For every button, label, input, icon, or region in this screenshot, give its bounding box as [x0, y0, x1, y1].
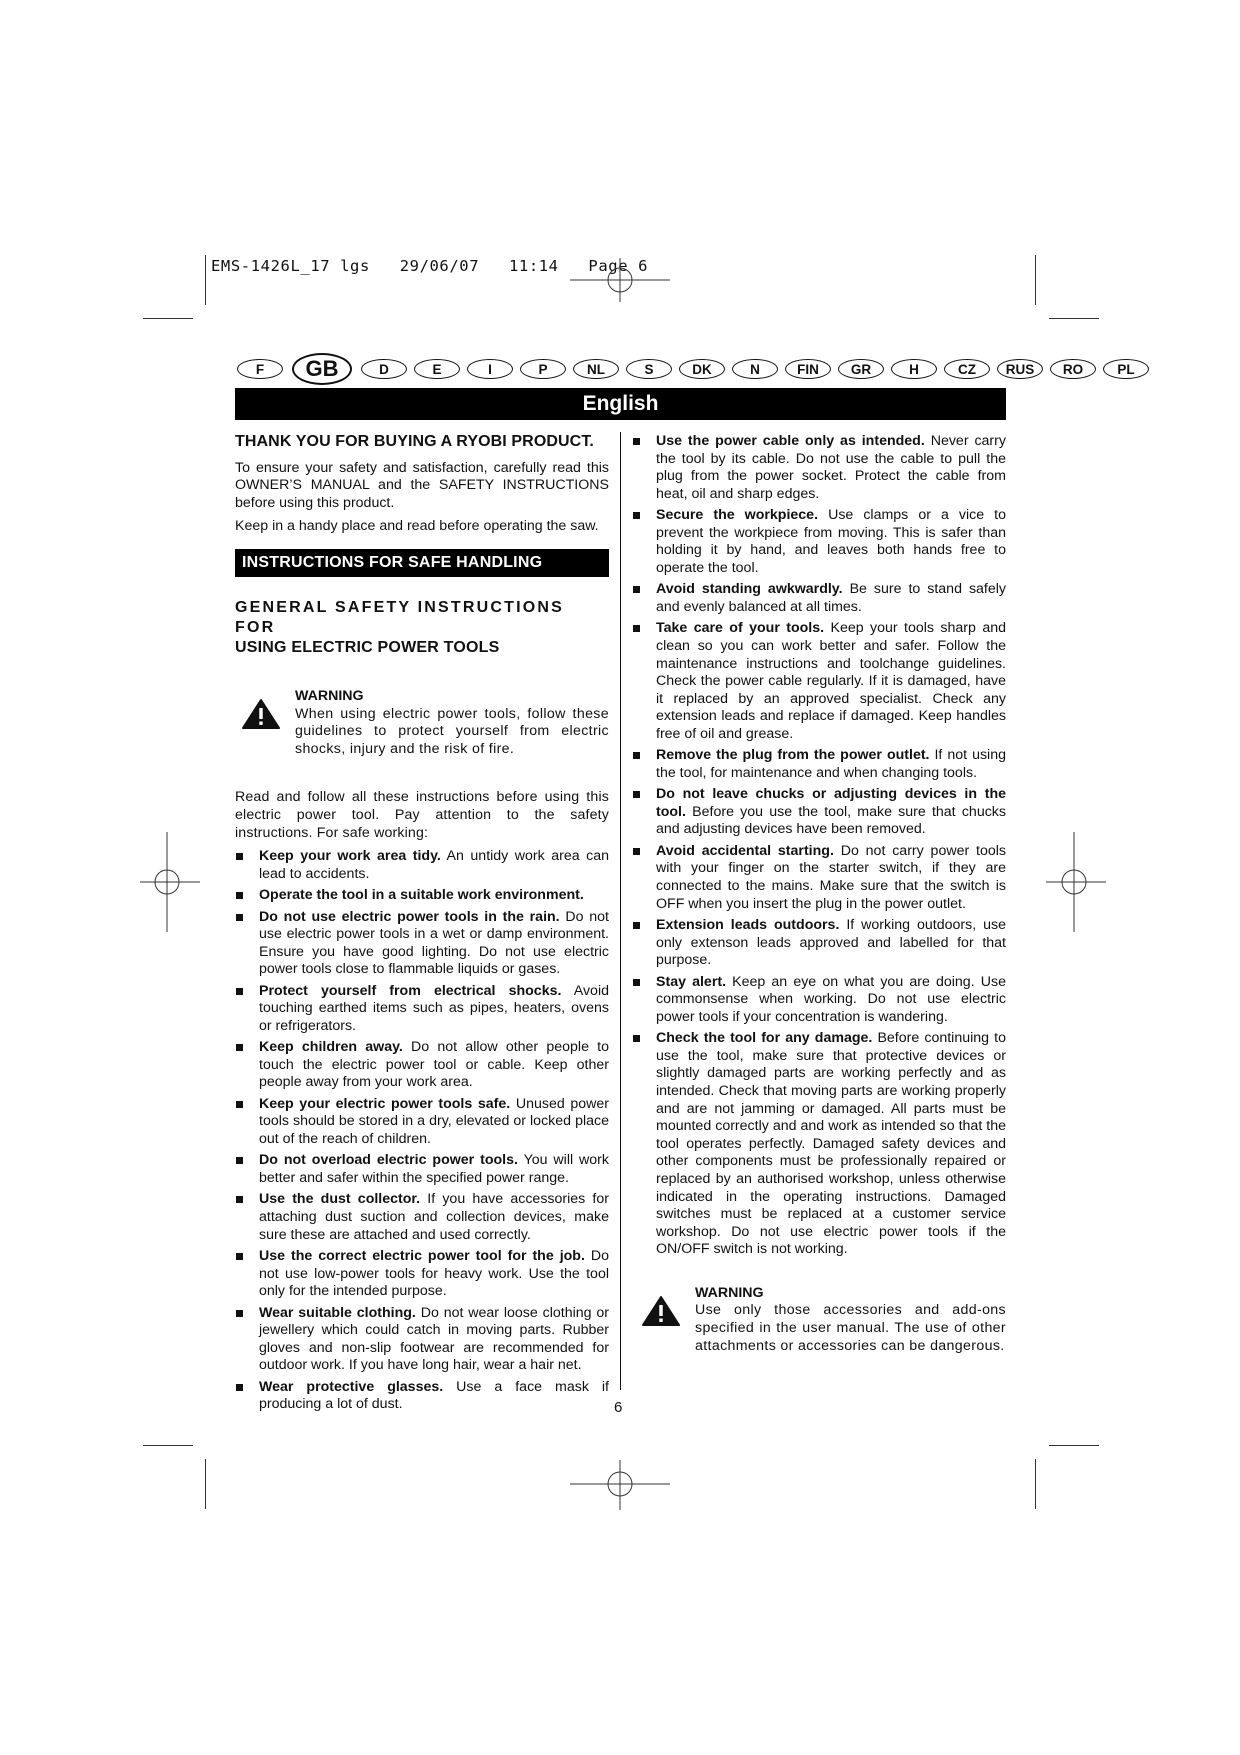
language-badge-gr: GR	[838, 359, 884, 379]
square-bullet-icon	[633, 625, 640, 632]
language-badge-p: P	[520, 359, 566, 379]
list-item-text: Use a face mask if producing a lot of dust.	[259, 1378, 609, 1413]
list-item-text: Do not use low-power tools for heavy work. Use the tool only for the intended purpose.	[259, 1247, 610, 1300]
list-item	[632, 917, 1006, 970]
list-item-title: Wear suitable clothing.	[259, 1304, 416, 1321]
warning-text: When using electric power tools, follow these guidelines to protect yourself from electric shocks, injury and the risk of fire.	[295, 705, 609, 757]
language-badge-rus: RUS	[997, 359, 1043, 379]
list-item	[235, 983, 609, 1036]
square-bullet-icon	[633, 512, 640, 519]
warning-block	[632, 1285, 1006, 1355]
square-bullet-icon	[633, 438, 640, 445]
square-bullet-icon	[236, 1157, 243, 1164]
square-bullet-icon	[236, 1253, 243, 1260]
left-column	[235, 433, 609, 1418]
list-item-title: Protect yourself from electrical shocks.	[259, 982, 562, 999]
language-badge-dk: DK	[679, 359, 725, 379]
square-bullet-icon	[236, 1310, 243, 1317]
registration-mark-icon	[570, 1460, 670, 1510]
crop-mark	[1035, 255, 1036, 305]
list-item	[235, 1379, 609, 1414]
crop-mark	[1049, 318, 1099, 319]
list-item-text: You will work better and safer within the specified power range.	[259, 1152, 609, 1186]
list-item	[632, 786, 1006, 839]
square-bullet-icon	[236, 853, 243, 860]
list-item	[235, 887, 609, 905]
registration-mark-icon	[1046, 832, 1106, 932]
banner-title: English	[582, 392, 659, 415]
language-badge-h: H	[891, 359, 937, 379]
language-badge-i: I	[467, 359, 513, 379]
crop-mark	[143, 318, 193, 319]
list-item-title: Keep your electric power tools safe.	[259, 1095, 511, 1112]
registration-mark-icon	[140, 832, 200, 932]
crop-mark	[1049, 1445, 1099, 1446]
square-bullet-icon	[236, 1384, 243, 1391]
list-item-title: Do not overload electric power tools.	[259, 1152, 518, 1169]
list-item-text: Never carry the tool by its cable. Do not use the cable to pull the plug from the power socket. Protect the cable from heat, oil and sharp edges.	[656, 433, 1006, 502]
list-item-text: Do not allow other people to touch the electric power tool or cable. Keep other people away from your work area.	[259, 1039, 609, 1091]
list-item-text: Keep your tools sharp and clean so you can work better and safer. Follow the maintenance instructions and toolchange guidelines. Check the power cable regularly. If it is damaged, have it replaced by an approved specialist. Check any extension leads and replace if damaged. Keep handles free of oil and grease.	[656, 620, 1006, 742]
list-item-text: Unused power tools should be stored in a dry, elevated or locked place out of the reach of children.	[259, 1095, 609, 1148]
list-item-text: Use clamps or a vice to prevent the workpiece from moving. This is safer than holding it by hand, and leaves both hands free to operate the tool.	[656, 507, 1007, 576]
warning-body	[695, 1285, 1006, 1355]
list-item-title: Wear protective glasses.	[259, 1378, 444, 1395]
crop-mark	[205, 1459, 206, 1509]
square-bullet-icon	[236, 914, 243, 921]
list-item-title: Keep your work area tidy.	[259, 848, 441, 865]
warning-body	[295, 688, 609, 758]
read-follow-paragraph: Read and follow all these instructions before using this electric power tool. Pay attention to the safety instructions. For safe working:	[235, 789, 609, 841]
list-item	[632, 974, 1006, 1027]
list-item-text: Do not use electric power tools in a wet or damp environment. Ensure you have good lighting. Do not use electric power tools close to flammable liquids or gases.	[259, 908, 609, 978]
list-item	[632, 507, 1006, 577]
list-item-text: An untidy work area can lead to accidents.	[259, 848, 609, 882]
warning-title: WARNING	[295, 687, 364, 704]
list-item-title: Use the power cable only as intended.	[656, 433, 925, 449]
square-bullet-icon	[633, 848, 640, 855]
list-item	[235, 1039, 609, 1092]
list-item-title: Avoid standing awkwardly.	[656, 581, 843, 598]
list-item-title: Do not use electric power tools in the rain.	[259, 908, 560, 925]
list-item	[235, 1305, 609, 1375]
right-column	[632, 433, 1006, 1386]
language-banner	[235, 388, 1006, 420]
thank-you-heading: THANK YOU FOR BUYING A RYOBI PRODUCT.	[235, 433, 594, 450]
square-bullet-icon	[633, 922, 640, 929]
crop-mark	[1035, 1459, 1036, 1509]
printer-slug: EMS-1426L_17 lgs 29/06/07 11:14 Page 6	[211, 257, 648, 275]
intro-paragraph-2: Keep in a handy place and read before operating the saw.	[235, 518, 599, 535]
language-badge-d: D	[361, 359, 407, 379]
general-safety-heading-line-2: USING ELECTRIC POWER TOOLS	[235, 638, 500, 656]
general-safety-heading-line-1: GENERAL SAFETY INSTRUCTIONS FOR	[235, 598, 565, 636]
list-item-title: Take care of your tools.	[656, 620, 825, 637]
list-item-title: Extension leads outdoors.	[656, 917, 840, 934]
list-item-title: Remove the plug from the power outlet.	[656, 747, 930, 764]
list-item	[235, 909, 609, 979]
language-badge-ro: RO	[1050, 359, 1096, 379]
list-item-title: Stay alert.	[656, 973, 727, 990]
section-title-bar	[235, 549, 609, 577]
column-divider	[620, 432, 621, 1390]
list-item	[235, 1248, 609, 1301]
list-item	[632, 843, 1006, 913]
language-badge-s: S	[626, 359, 672, 379]
list-item	[235, 1191, 609, 1244]
safety-list-left	[235, 848, 609, 1414]
list-item	[632, 747, 1006, 782]
language-badge-gb: GB	[292, 353, 352, 385]
crop-mark	[143, 1445, 193, 1446]
language-badge-pl: PL	[1103, 359, 1149, 379]
list-item-text: If you have accessories for attaching dust suction and collection devices, make sure these are attached and used correctly.	[259, 1191, 609, 1243]
warning-block	[235, 688, 609, 758]
list-item-title: Check the tool for any damage.	[656, 1030, 873, 1047]
crop-mark	[205, 255, 206, 305]
registration-mark-icon	[570, 258, 670, 318]
language-badge-e: E	[414, 359, 460, 379]
list-item-title: Use the correct electric power tool for the job.	[259, 1247, 585, 1264]
square-bullet-icon	[236, 1044, 243, 1051]
list-item-title: Do not leave chucks or adjusting devices in the tool.	[656, 786, 1006, 820]
list-item-text: Before you use the tool, make sure that chucks and adjusting devices have been removed.	[656, 803, 1006, 838]
page-number: 6	[614, 1399, 623, 1416]
list-item-text: Keep an eye on what you are doing. Use commonsense when working. Do not use electric power tools if your concentration is wandering.	[656, 973, 1006, 1025]
list-item-title: Avoid accidental starting.	[656, 842, 834, 859]
square-bullet-icon	[633, 979, 640, 986]
warning-triangle-icon	[241, 688, 281, 758]
list-item-title: Use the dust collector.	[259, 1191, 421, 1208]
intro-paragraph: To ensure your safety and satisfaction, carefully read this OWNER’S MANUAL and the SAFETY INSTRUCTIONS before using this product.	[235, 459, 609, 511]
list-item-text: Be sure to stand safely and evenly balanced at all times.	[656, 581, 1007, 615]
warning-text: Use only those accessories and add-ons specified in the user manual. The use of other attachments or accessories can be dangerous.	[695, 1302, 1006, 1354]
list-item-text: Do not wear loose clothing or jewellery which could catch in moving parts. Rubber gloves and non-slip footwear are recommended for outdoor work. If you have long hair, wear a hair net.	[259, 1304, 609, 1374]
language-badge-nl: NL	[573, 359, 619, 379]
list-item	[235, 1152, 609, 1187]
warning-triangle-icon	[641, 1285, 681, 1355]
list-item	[632, 433, 1006, 503]
language-badge-n: N	[732, 359, 778, 379]
list-item-text: If working outdoors, use only extenson leads approved and labelled for that purpose.	[656, 917, 1006, 969]
list-item-text: If not using the tool, for maintenance and when changing tools.	[656, 747, 1006, 781]
language-selector	[237, 353, 1149, 385]
list-item-title: Secure the workpiece.	[656, 507, 819, 524]
square-bullet-icon	[633, 586, 640, 593]
safety-list-right	[632, 433, 1006, 1259]
language-badge-cz: CZ	[944, 359, 990, 379]
square-bullet-icon	[633, 791, 640, 798]
list-item	[632, 1030, 1006, 1259]
list-item-text: Do not carry power tools with your finger on the starter switch, if they are connected to the mains. Make sure that the switch is OFF when you insert the plug in the power outlet.	[656, 842, 1006, 912]
list-item-text: Avoid touching earthed items such as pipes, heaters, ovens or refrigerators.	[259, 982, 609, 1034]
warning-title: WARNING	[695, 1284, 764, 1301]
list-item-text: Before continuing to use the tool, make sure that protective devices or slightly damaged parts are working perfectly and as intended. Check that moving parts are working properly and are not jamming or damaged. All parts must be mounted correctly and and work as intended so that the tool operates perfectly. Damaged safety devices and other components must be professionally repaired or replaced by an authorised workshop, unless otherwise indicated in the operating instructions. Damaged switches must be replaced at a customer service workshop. Do not use electric power tools if the ON/OFF switch is not working.	[656, 1030, 1006, 1258]
language-badge-fin: FIN	[785, 359, 831, 379]
list-item-title: Operate the tool in a suitable work environment.	[259, 887, 584, 904]
list-item	[235, 848, 609, 883]
list-item	[632, 620, 1006, 743]
general-safety-heading	[235, 598, 609, 658]
square-bullet-icon	[236, 1196, 243, 1203]
square-bullet-icon	[236, 892, 243, 899]
language-badge-f: F	[237, 359, 283, 379]
list-item	[235, 1096, 609, 1149]
square-bullet-icon	[633, 1035, 640, 1042]
square-bullet-icon	[633, 752, 640, 759]
list-item-title: Keep children away.	[259, 1039, 403, 1056]
list-item	[632, 581, 1006, 616]
square-bullet-icon	[236, 1101, 243, 1108]
square-bullet-icon	[236, 988, 243, 995]
section-title: INSTRUCTIONS FOR SAFE HANDLING	[242, 554, 543, 572]
